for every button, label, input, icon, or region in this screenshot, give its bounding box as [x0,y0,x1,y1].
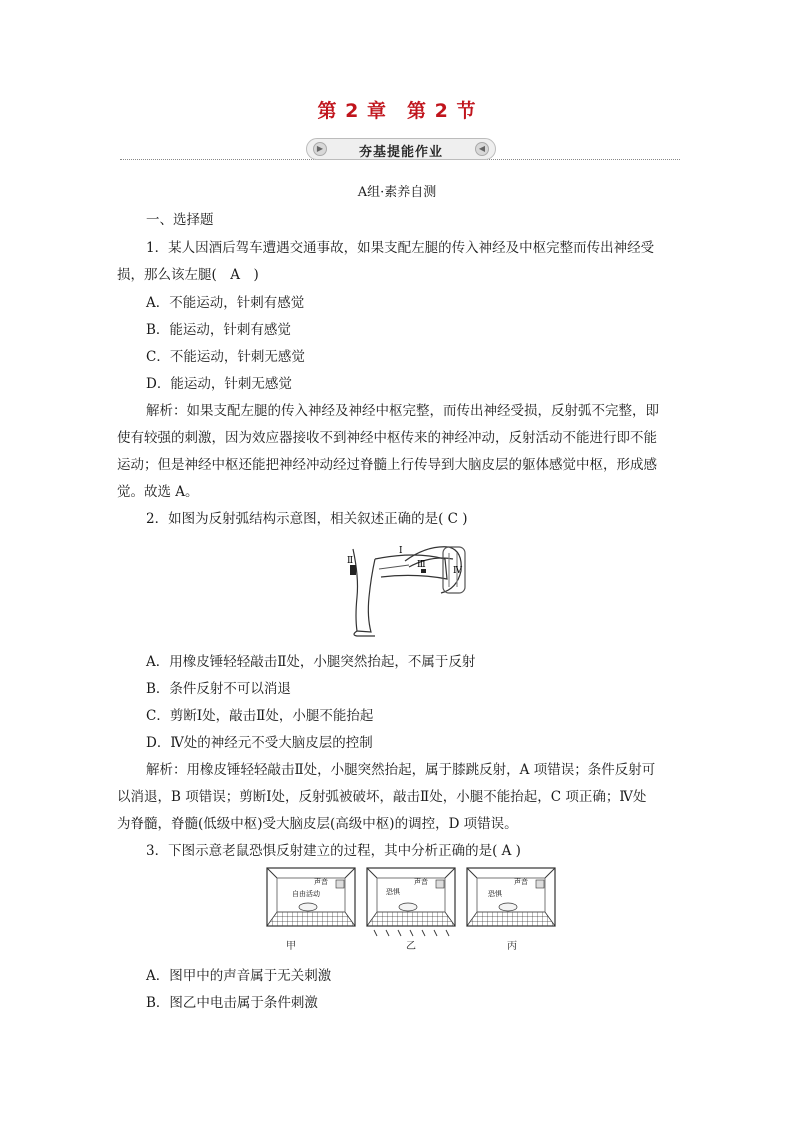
q1-analysis-line4: 觉。故选 A。 [117,484,199,500]
panel-jia-label-sound: 声音 [314,878,328,886]
q3-stem: 3．下图示意老鼠恐惧反射建立的过程，其中分析正确的是( A ) [146,843,521,859]
q1-analysis-line3: 运动；但是神经中枢还能把神经冲动经过脊髓上行传导到大脑皮层的躯体感觉中枢，形成感 [117,457,657,473]
fig-label-2: Ⅱ [347,556,354,566]
leg-drawing [353,547,465,636]
panel-jia [267,868,355,926]
speaker-icon [536,880,544,888]
q2-option-b: B．条件反射不可以消退 [146,681,291,697]
arrow-right-icon: ▶ [313,142,327,156]
part-heading: 一、选择题 [146,212,214,228]
panel-caption-yi: 乙 [406,941,416,952]
q1-option-c: C．不能运动，针刺无感觉 [146,349,305,365]
q2-analysis-line2: 以消退，B 项错误；剪断Ⅰ处，反射弧被破坏，敲击Ⅱ处，小腿不能抬起，C 项正确；Ⅳ处 [117,789,647,805]
mouse-icon [399,903,417,911]
reflex-arc-figure [345,537,475,637]
q3-option-a: A．图甲中的声音属于无关刺激 [146,968,332,984]
q2-stem: 2．如图为反射弧结构示意图，相关叙述正确的是( C ) [146,511,468,527]
q1-stem-line1: 1．某人因酒后驾车遭遇交通事故，如果支配左腿的传入神经及中枢完整而传出神经受 [146,240,655,256]
panel-yi-label-fear: 恐惧 [386,888,400,896]
group-heading: A组·素养自测 [357,185,437,200]
fig-label-1: Ⅰ [399,546,403,556]
stimulus-marker [350,565,356,575]
nerve-arrow [379,565,409,569]
panel-yi [367,868,455,936]
q1-analysis-line1: 解析：如果支配左腿的传入神经及神经中枢完整，而传出神经受损，反射弧不完整，即 [146,403,659,419]
arrow-left-icon: ◀ [475,142,489,156]
electric-shock-marks [374,930,449,936]
fig-label-4: Ⅳ [453,566,462,576]
mouse-icon [499,903,517,911]
section-banner [120,138,680,160]
q1-option-d: D．能运动，针刺无感觉 [146,376,292,392]
panel-bing [467,868,555,926]
page-title: 第 2 章 第 2 节 [317,100,477,122]
q2-analysis-line3: 为脊髓，脊髓(低级中枢)受大脑皮层(高级中枢)的调控，D 项错误。 [117,816,518,832]
q2-option-a: A．用橡皮锤轻轻敲击Ⅱ处，小腿突然抬起，不属于反射 [146,654,476,670]
q1-option-b: B．能运动，针刺有感觉 [146,322,291,338]
q1-option-a: A．不能运动，针刺有感觉 [146,295,305,311]
banner-pill [306,138,496,160]
q3-option-b: B．图乙中电击属于条件刺激 [146,995,318,1011]
speaker-icon [336,880,344,888]
q1-stem-line2: 损，那么该左腿( A ) [117,267,259,283]
panel-yi-label-sound: 声音 [414,878,428,886]
q2-analysis-line1: 解析：用橡皮锤轻轻敲击Ⅱ处，小腿突然抬起，属于膝跳反射，A 项错误；条件反射可 [146,762,656,778]
mouse-icon [299,903,317,911]
panel-jia-label-free: 自由活动 [292,890,320,898]
fig-label-3: Ⅲ [417,560,426,570]
speaker-icon [436,880,444,888]
q2-option-c: C．剪断Ⅰ处，敲击Ⅱ处，小腿不能抬起 [146,708,374,724]
q1-analysis-line2: 使有较强的刺激，因为效应器接收不到神经中枢传来的神经冲动，反射活动不能进行即不能 [117,430,657,446]
banner-label: 夯基提能作业 [358,145,443,160]
q2-option-d: D．Ⅳ处的神经元不受大脑皮层的控制 [146,735,373,751]
panel-bing-label-fear: 恐惧 [488,890,502,898]
panel-bing-label-sound: 声音 [514,878,528,886]
panel-caption-jia: 甲 [286,941,296,952]
panel-caption-bing: 丙 [507,941,517,952]
